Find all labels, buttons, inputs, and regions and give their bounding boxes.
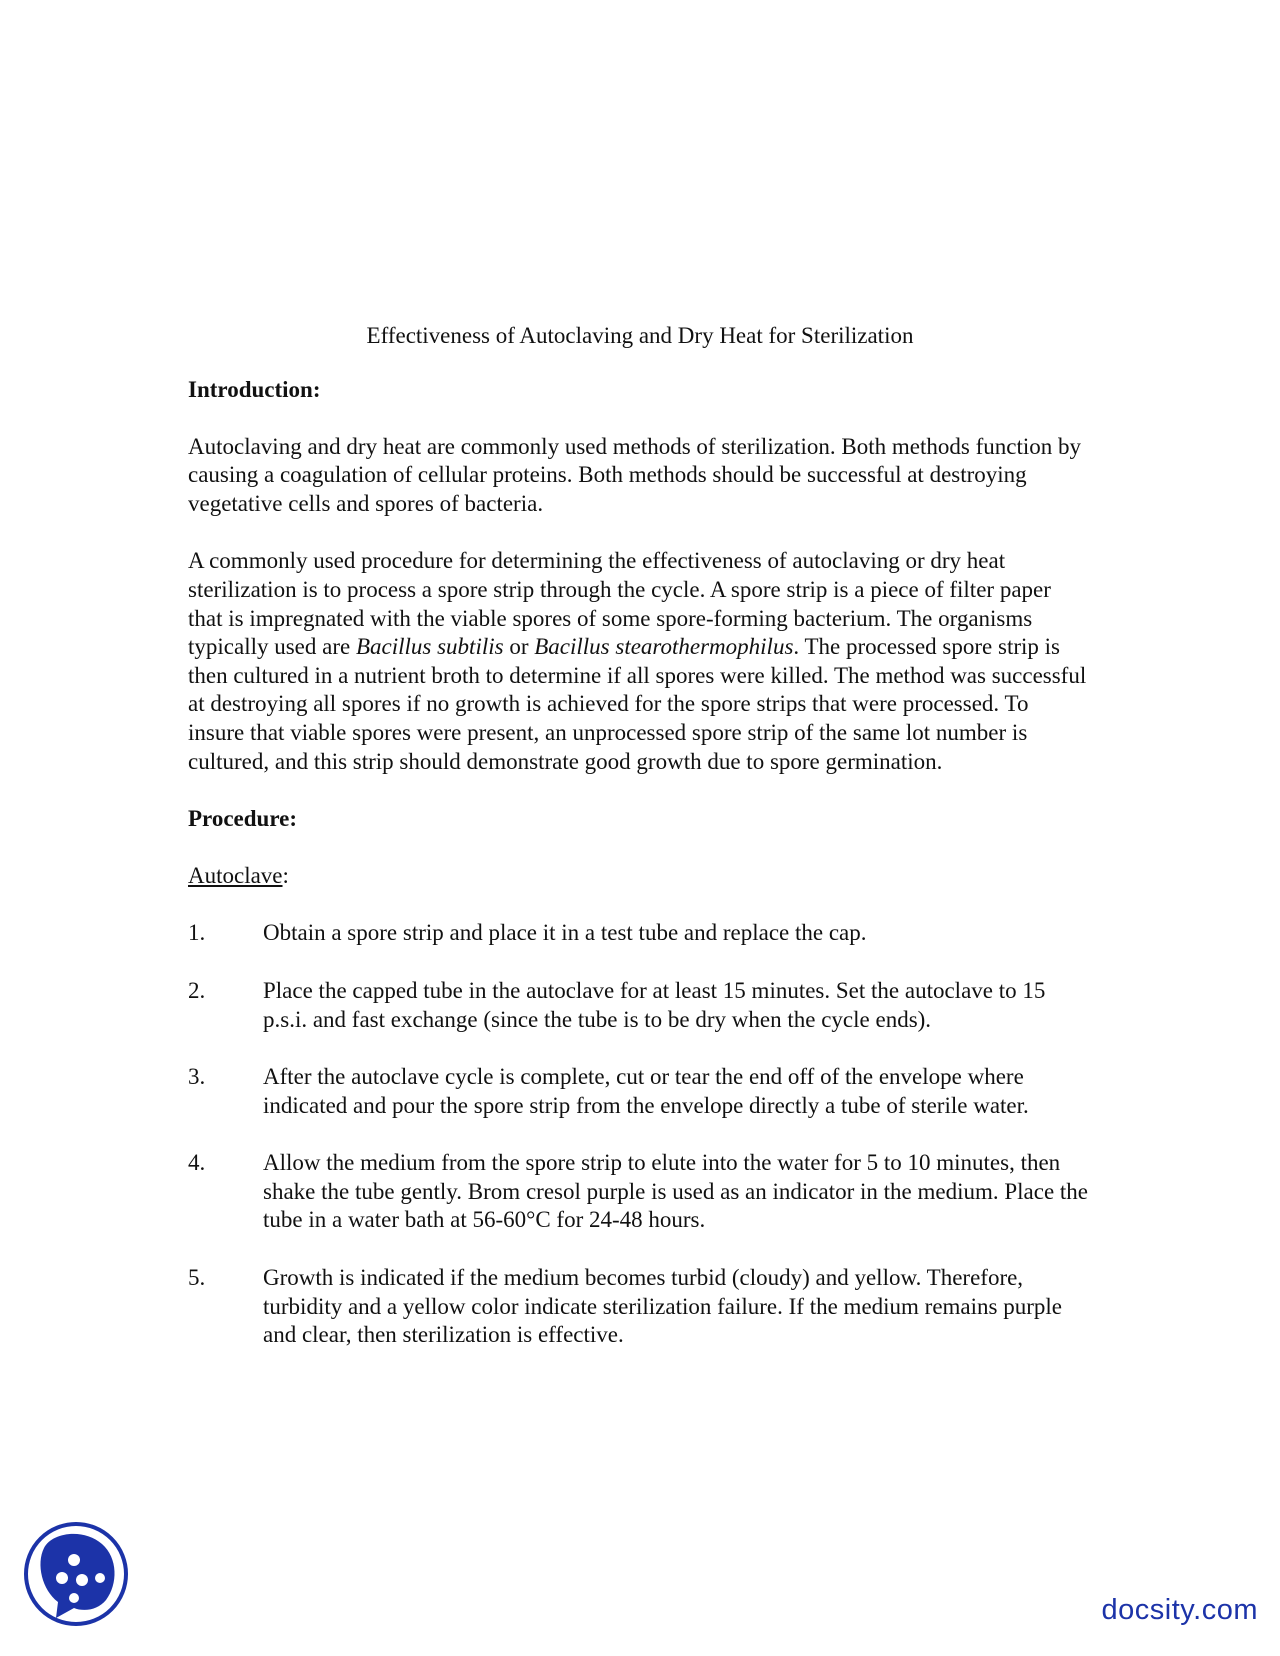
step-text: Obtain a spore strip and place it in a test tube and replace the cap. bbox=[263, 920, 867, 946]
organism-name: Bacillus stearothermophilus bbox=[534, 634, 794, 660]
step-text: Place the capped tube in the autoclave for at least 15 minutes. Set the autoclave to 15 p.s.i. and fast exchange (since the tube is to be dry when the cycle ends). bbox=[263, 977, 1046, 1032]
introduction-paragraph-2 bbox=[188, 547, 1088, 776]
subheading-text: Autoclave bbox=[188, 862, 283, 888]
autoclave-subheading bbox=[188, 862, 1088, 891]
step-number: 2. bbox=[188, 977, 206, 1003]
procedure-step bbox=[188, 1264, 1088, 1350]
procedure-step bbox=[188, 977, 1088, 1034]
step-text: Allow the medium from the spore strip to elute into the water for 5 to 10 minutes, then shake the tube gently. Brom cresol purple is used as an indicator in the medium. Place the tube in a water bath at 56-60°C for 24-48 hours. bbox=[263, 1150, 1089, 1233]
procedure-step bbox=[188, 919, 1088, 948]
paragraph-text: or bbox=[503, 634, 535, 660]
procedure-heading: Procedure: bbox=[188, 806, 298, 832]
step-text: Growth is indicated if the medium becomes turbid (cloudy) and yellow. Therefore, turbidity and a yellow color indicate sterilization failure. If the medium remains purple and clear, then sterilization is effective. bbox=[263, 1265, 1062, 1348]
paragraph-text: . The processed spore strip is then cultured in a nutrient broth to determine if all spores were killed. The method was successful at destroying all spores if no growth is achieved for the spore strips that were processed. To insure that viable spores were present, an unprocessed spore strip of the same lot number is cultured, and this strip should demonstrate good growth due to spore germination. bbox=[188, 634, 1087, 774]
document-title: Effectiveness of Autoclaving and Dry Heat for Sterilization bbox=[366, 323, 914, 348]
introduction-heading: Introduction: bbox=[188, 377, 321, 402]
organism-name: Bacillus subtilis bbox=[355, 634, 504, 660]
docsity-logo-icon bbox=[22, 1518, 130, 1630]
step-number: 3. bbox=[188, 1064, 206, 1090]
document-body bbox=[188, 376, 1088, 1379]
procedure-step bbox=[188, 1063, 1088, 1120]
paragraph-text: A commonly used procedure for determining the effectiveness of autoclaving or dry heat sterilization is to process a spore strip through the cycle. A spore strip is a piece of filter paper that is impregnated with the viable spores of some spore-forming bacterium. The organisms typically used are bbox=[188, 548, 1051, 660]
step-number: 4. bbox=[188, 1150, 206, 1176]
procedure-step bbox=[188, 1149, 1088, 1235]
introduction-paragraph-1: Autoclaving and dry heat are commonly used methods of sterilization. Both methods function by causing a coagulation of cellular proteins. Both methods should be successful at destroying vegetative cells and spores of bacteria. bbox=[188, 433, 1081, 516]
step-number: 5. bbox=[188, 1265, 206, 1291]
step-number: 1. bbox=[188, 920, 206, 946]
docsity-brand-link[interactable]: docsity.com bbox=[1101, 1594, 1258, 1626]
step-text: After the autoclave cycle is complete, cut or tear the end off of the envelope where indicated and pour the spore strip from the envelope directly a tube of sterile water. bbox=[263, 1064, 1029, 1118]
subheading-colon: : bbox=[282, 862, 289, 888]
